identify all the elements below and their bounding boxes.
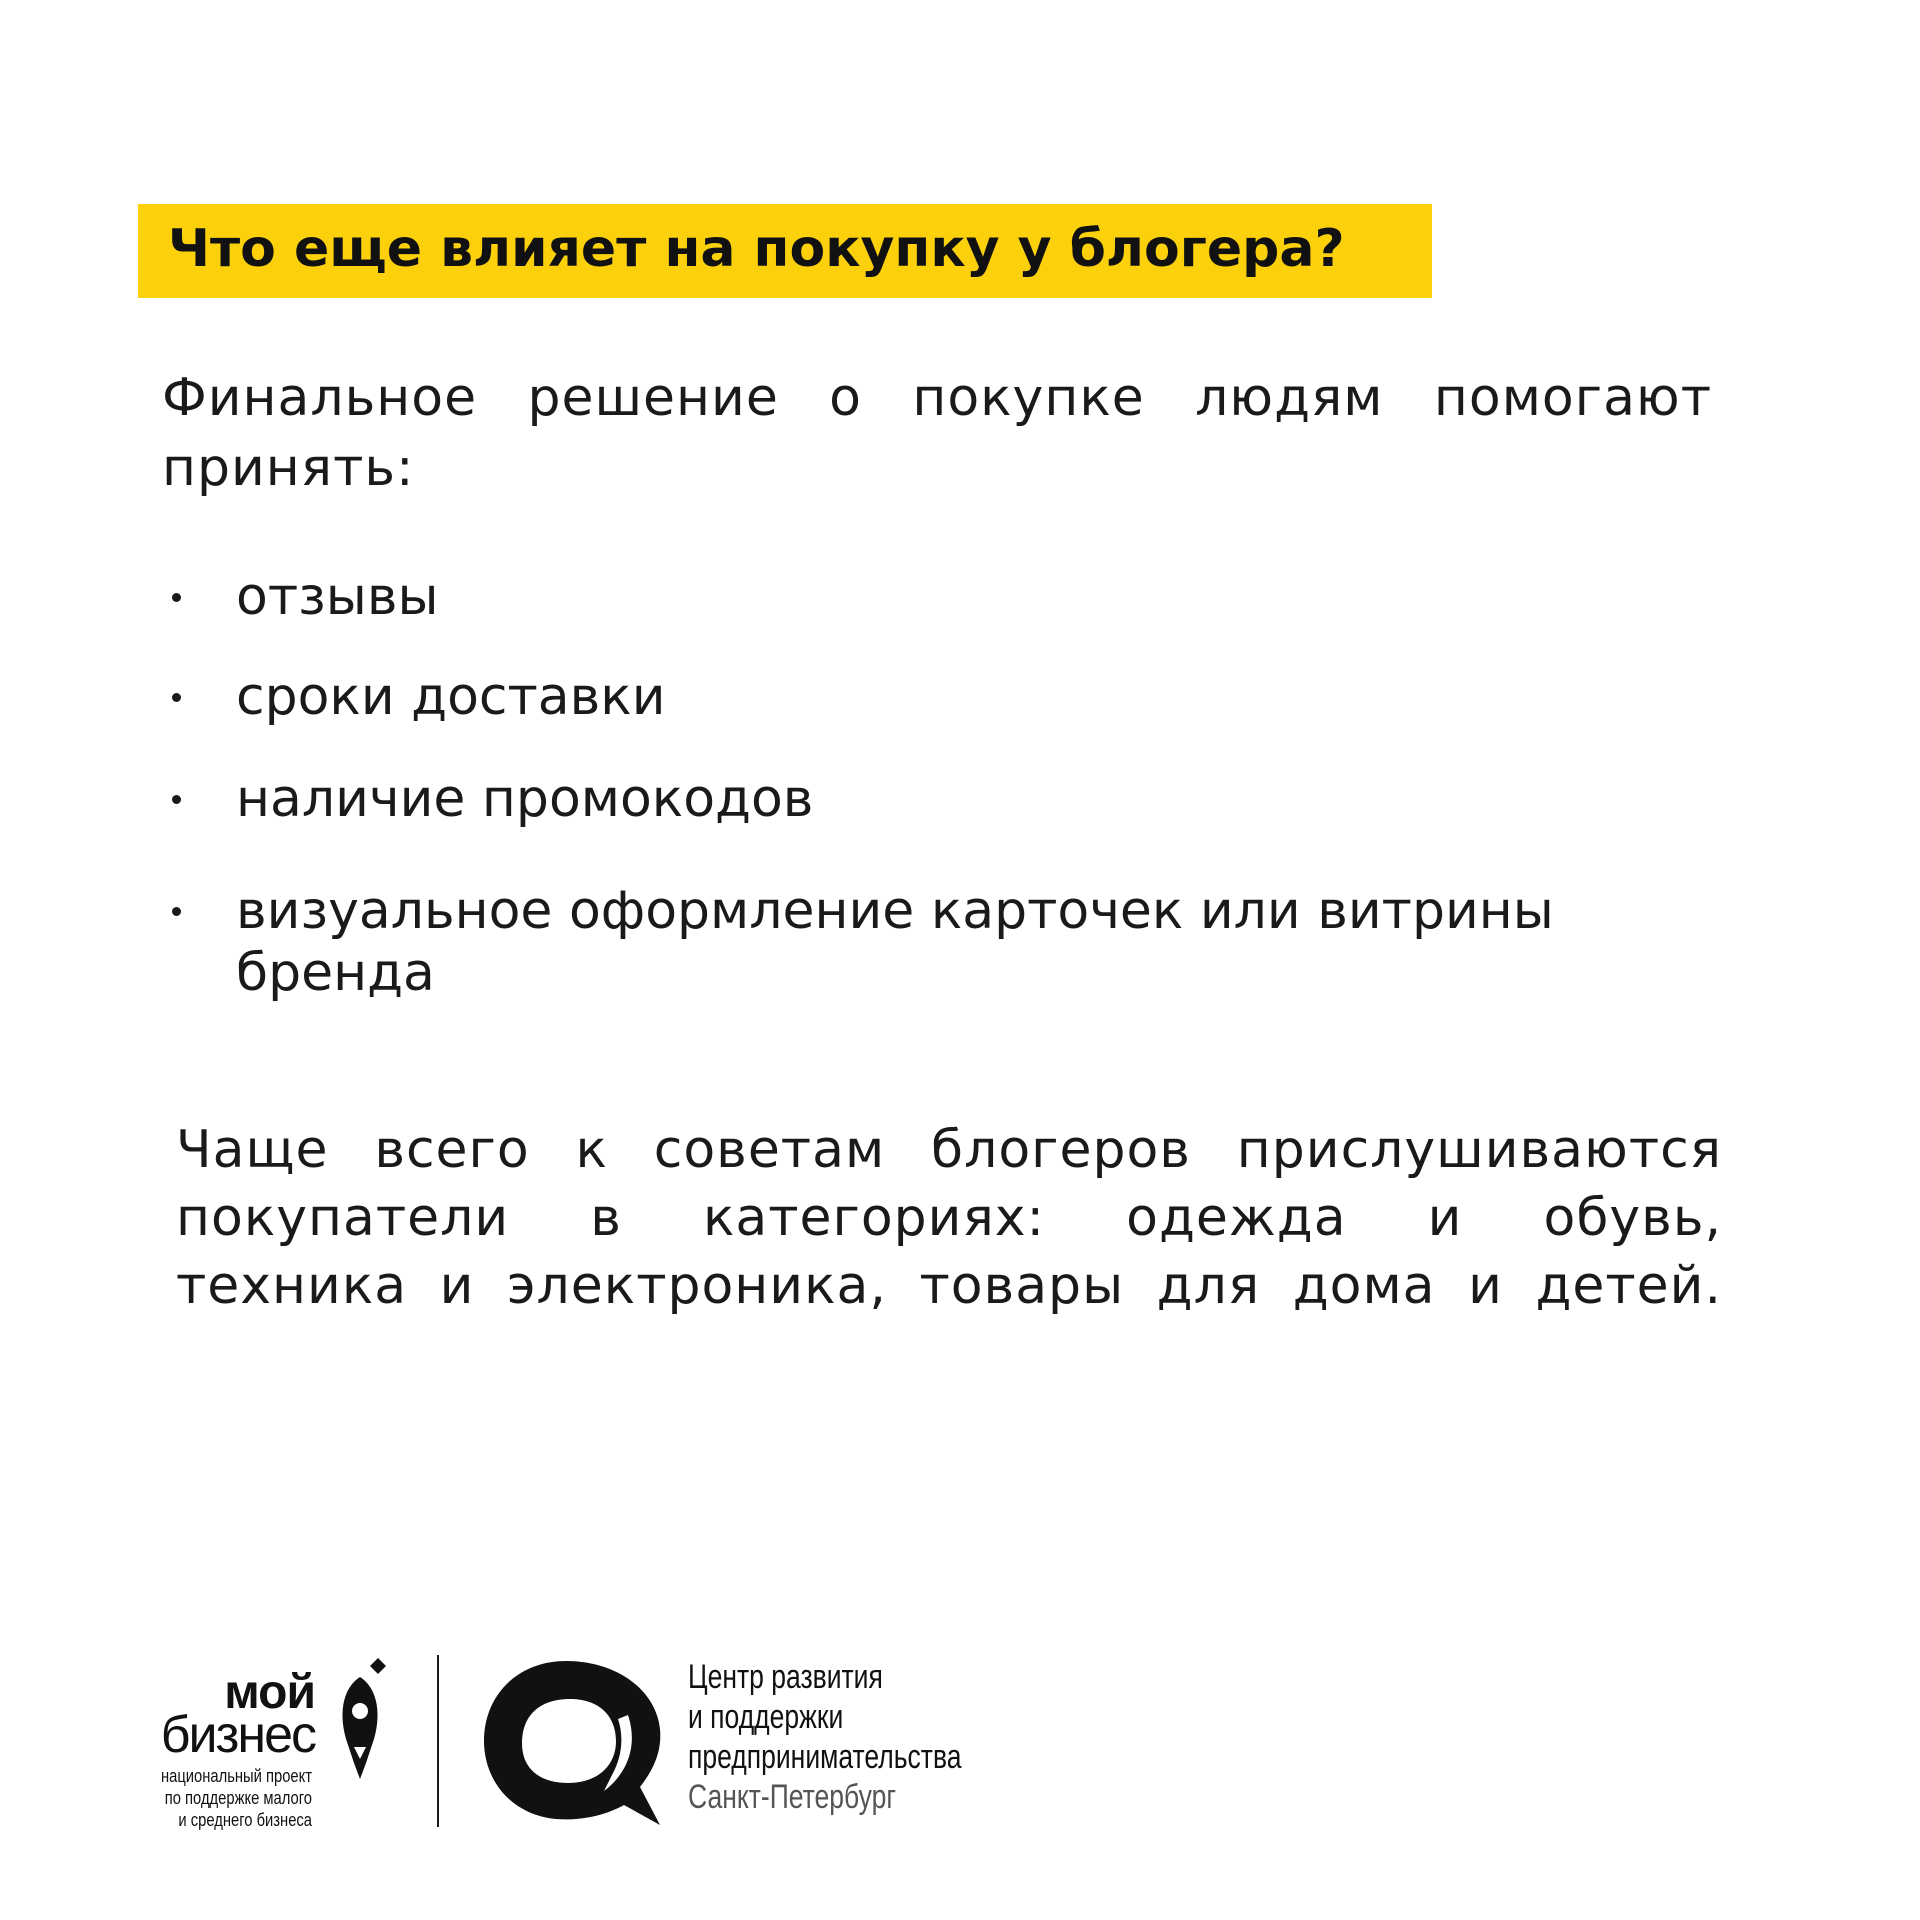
logo-word-biznes: бизнес <box>160 1706 315 1764</box>
intro-paragraph: Финальное решение о покупке людям помогают принять: <box>162 368 1712 498</box>
speech-bubble-icon <box>478 1655 668 1830</box>
list-item <box>160 666 1560 728</box>
list-item-label: визуальное оформление карточек или витрины бренда <box>236 881 1554 1003</box>
moy-biznes-logo <box>120 1655 410 1835</box>
footer-divider <box>437 1655 439 1827</box>
bullet-icon <box>172 907 181 916</box>
logo-subtitle-line-3: и среднего бизнеса <box>178 1810 312 1830</box>
headline: Что еще влияет на покупку у блогера? <box>168 219 1345 279</box>
closing-line-2: покупатели в категориях: одежда и обувь, <box>176 1188 1722 1248</box>
closing-line-1: Чаще всего к советам блогеров прислушиваются <box>176 1120 1722 1180</box>
list-item-label: отзывы <box>236 567 439 627</box>
list-item-label: наличие промокодов <box>236 769 814 829</box>
center-logo-line-2: и поддержки <box>688 1698 844 1736</box>
list-item <box>160 566 1560 628</box>
list-item <box>160 880 1560 1004</box>
logo-subtitle-line-1: национальный проект <box>160 1766 312 1786</box>
logo-subtitle-line-2: по поддержке малого <box>164 1788 312 1808</box>
center-logo-text <box>688 1657 961 1817</box>
center-logo-city: Санкт-Петербург <box>688 1778 896 1816</box>
closing-line-3: техника и электроника, товары для дома и детей. <box>176 1256 1722 1316</box>
closing-paragraph <box>176 1116 1722 1320</box>
list-item-label: сроки доставки <box>236 667 666 727</box>
bullet-icon <box>172 795 181 804</box>
list-item <box>160 768 1560 830</box>
logo-word-moy: мой <box>224 1666 315 1719</box>
factor-list <box>160 566 1560 1042</box>
bullet-icon <box>172 693 181 702</box>
logo-subtitle <box>132 1765 312 1831</box>
rocket-icon <box>330 1655 400 1785</box>
center-logo-line-3: предпринимательства <box>688 1738 962 1776</box>
bullet-icon <box>172 593 181 602</box>
center-logo-line-1: Центр развития <box>688 1658 883 1696</box>
